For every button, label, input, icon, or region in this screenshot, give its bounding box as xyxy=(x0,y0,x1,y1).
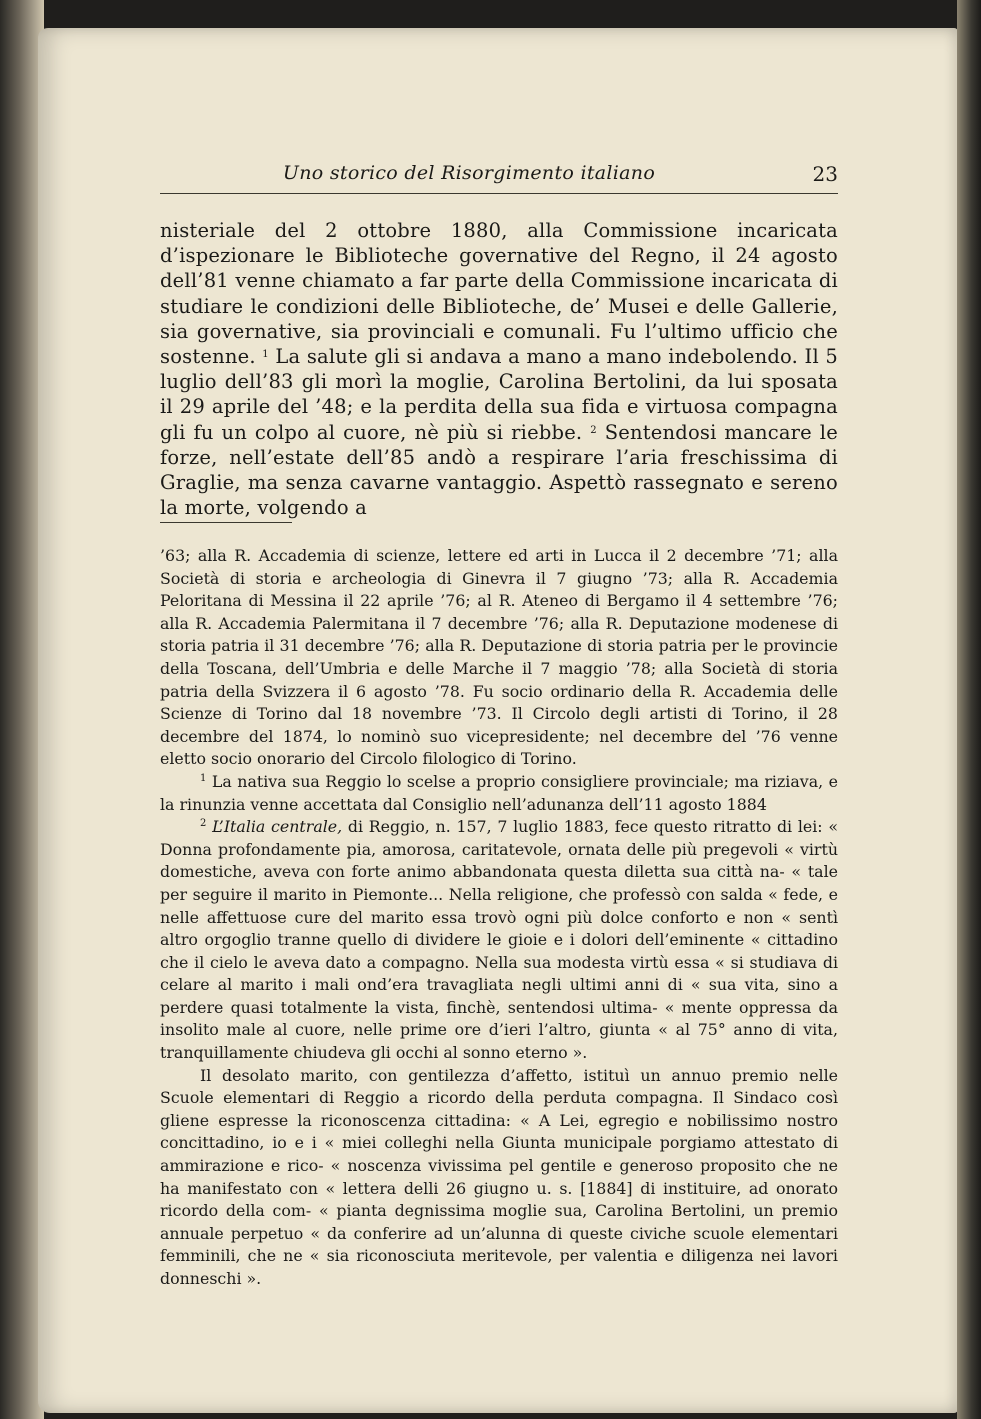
main-text-part-2: La salute gli si andava a mano a mano indebolendo. Il 5 luglio dell’83 gli morì la moglie, Carolina Bertolini, da lui sposata il 29 aprile del ’48; e la perdita della sua fida e virtuosa compagna gli fu un colpo al cuore, nè più si riebbe. xyxy=(160,345,838,444)
running-header xyxy=(160,162,838,188)
running-title: Uno storico del Risorgimento italiano xyxy=(282,162,656,184)
footnote-2-continuation: Il desolato marito, con gentilezza d’affetto, istituì un annuo premio nelle Scuole elementari di Reggio a ricordo della perduta compagna. Il Sindaco così gliene espresse la riconoscenza cittadina: « A Lei, egregio e nobilissimo nostro concittadino, io e i « miei colleghi nella Giunta municipale porgiamo attestato di ammirazione e rico- « noscenza vivissima pel gentile e generoso proposito che ne ha manifestato con « lettera delli 26 giugno u. s. [1884] di instituire, ad onorato ricordo della com- « pianta degnissima moglie sua, Carolina Bertolini, un premio annuale perpetuo « da conferire ad un’alunna di queste civiche scuole elementari femminili, che ne « sia riconosciuta meritevole, per valentia e diligenza nei lavori donneschi ». xyxy=(160,1065,838,1288)
footnote-1 xyxy=(160,771,838,816)
main-text-part-1: nisteriale del 2 ottobre 1880, alla Commissione incaricata d’ispezionare le Biblioteche governative del Regno, il 24 agosto dell’81 venne chiamato a far parte della Commissione incaricata di studiare le condizioni delle Biblioteche, de’ Musei e delle Gallerie, sia governative, sia provinciali e comunali. Fu l’ultimo ufficio che sostenne. xyxy=(160,219,838,369)
footnote-2-mark: 2 xyxy=(200,818,207,830)
main-text xyxy=(160,218,838,520)
scan-right-border xyxy=(957,0,981,1419)
footnote-2-title: L’Italia centrale, xyxy=(212,817,343,837)
footnote-ref-1: 1 xyxy=(262,349,269,361)
footnote-1-mark: 1 xyxy=(200,772,207,784)
footnote-1-text: La nativa sua Reggio lo scelse a proprio consigliere provinciale; ma riziava, e la rinunzia venne accettata dal Consiglio nell’adunanza dell’11 agosto 1884 xyxy=(160,771,838,814)
main-text-part-3: Sentendosi mancare le forze, nell’estate dell’85 andò a respirare l’aria freschissima di Graglie, ma senza cavarne vantaggio. Aspettò rassegnato e sereno la morte, volgendo a xyxy=(160,420,838,520)
footnote-ref-2: 2 xyxy=(590,424,597,436)
footnote-2-text: di Reggio, n. 157, 7 luglio 1883, fece questo ritratto di lei: « Donna profondamente pia, amorosa, caritatevole, ornata delle più pregevoli « virtù domestiche, aveva con forte animo abbandonata questa diletta sua città na- « tale per seguire il marito in Piemonte... Nella religione, che professò con salda « fede, e nelle affettuose cure del marito essa trovò ogni più dolce conforto e non « sentì altro orgoglio tranne quello di dividere le gioie e i dolori dell’eminente « cittadino che il cielo le aveva dato a compagno. Nella sua modesta virtù essa « si studiava di celare al marito i mali ond’era travagliata negli ultimi anni di « sua vita, sino a perdere quasi totalmente la vista, finchè, sentendosi ultima- « mente oppressa da insolito male al cuore, nelle prime ore d’ieri l’altro, giunta « al 75° anno di vita, tranquillamente chiudeva gli occhi al sonno eterno ». xyxy=(160,817,838,1063)
page-number: 23 xyxy=(812,162,838,186)
header-rule xyxy=(160,193,838,194)
footnotes xyxy=(160,545,838,1291)
footnote-continuation: ’63; alla R. Accademia di scienze, lettere ed arti in Lucca il 2 decembre ’71; alla Società di storia e archeologia di Ginevra il 7 giugno ’73; alla R. Accademia Peloritana di Messina il 22 aprile ’76; al R. Ateneo di Bergamo il 4 settembre ’76; alla R. Accademia Palermitana il 7 decembre ’76; alla R. Deputazione modenese di storia patria il 31 decembre ’76; alla R. Deputazione di storia patria per le provincie della Toscana, dell’Umbria e delle Marche il 7 maggio ’78; alla Società di storia patria della Svizzera il 6 agosto ’78. Fu socio ordinario della R. Accademia delle Scienze di Torino dal 18 novembre ’73. Il Circolo degli artisti di Torino, il 28 decembre del 1874, lo nominò suo vicepresidente; nel decembre del ’76 venne eletto socio onorario del Circolo filologico di Torino. xyxy=(160,546,838,769)
footnote-separator xyxy=(160,522,292,523)
footnote-2 xyxy=(160,816,838,1065)
